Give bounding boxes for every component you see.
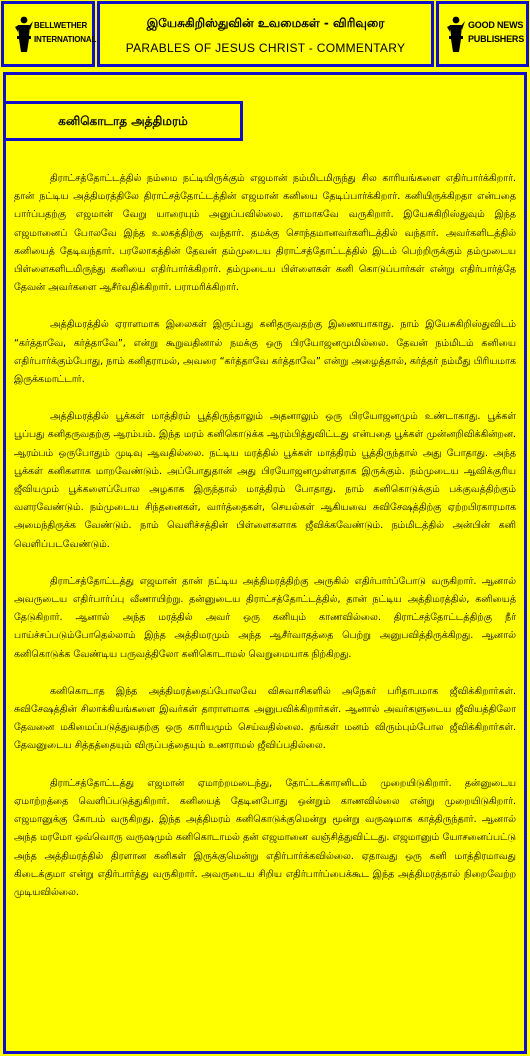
page-header bbox=[0, 0, 530, 67]
section-title-box bbox=[3, 101, 243, 141]
man-at-pulpit-icon bbox=[14, 16, 34, 54]
paragraph: அத்திமரத்தில் பூக்கள் மாத்திரம் பூத்திருந்தாலும் அதனாலும் ஒரு பிரயோஜனமும் உண்டாகாது. பூக்கள் பூப்பது கனிதருவதற்கு ஆரம்பம். இந்த மரம் கனிகொடுக்க ஆரம்பித்துவிட்டது என்பதை பூக்கள் முன்னறிவிக்கின்றன. ஆரம்பம் ஒருபோதும் முடிவு ஆவதில்லை. நட்டிய மரத்தில் பூக்கள் மாத்திரம் பூத்திருந்தால் அது போதாது. அந்த பூக்கள் கனிகளாக மாறவேண்டும். அப்போதுதான் அது பிரயோஜனமுள்ளதாக இருக்கும். நம்முடைய ஆவிக்குரிய ஜீவியமும் பூக்களைப்போல அழகாக இருந்தால் மாத்திரம் போதாது. நாம் கனிகொடுக்கும் பக்குவத்திற்கும் வளரவேண்டும். நம்முடைய சிந்தனைகள், வார்த்தைகள், செயல்கள் ஆகியவை சுவிசேஷத்திற்கு ஏற்றபிரகாரமாக அமைந்திருக்க வேண்டும். நாம் வெளிச்சத்தின் பிள்ளைகளாக ஜீவிக்கவேண்டும். நம்மிடத்தில் அன்பின் கனி வெளிப்படவேண்டும். bbox=[14, 411, 516, 550]
good-news-publishers-logo[interactable] bbox=[436, 1, 529, 67]
article-body bbox=[14, 170, 516, 921]
header-title-box bbox=[97, 1, 434, 67]
man-at-pulpit-icon bbox=[446, 16, 466, 54]
logo-right-line1: GOOD NEWS bbox=[468, 20, 524, 30]
logo-left-line1: BELLWETHER bbox=[34, 21, 88, 30]
header-title-tamil: இயேசுகிறிஸ்துவின் உவமைகள் - விரிவுரை bbox=[146, 16, 385, 30]
bellwether-logo[interactable] bbox=[1, 1, 95, 67]
paragraph: திராட்சத்தோட்டத்து எஜமான் தான் நட்டிய அத்திமரத்திற்கு அருகில் எதிர்பார்ப்போடு வருகிறார். ஆனால் அவருடைய எதிர்பார்ப்பு வீணாயிற்று. தன்னுடைய திராட்சத்தோட்டத்தில், தான் நட்டிய அத்திமரத்தில், கனியைத் தேடுகிறார். ஆனால் அந்த மரத்தில் அவர் ஒரு கனியும் காணவில்லை. திராட்சத்தோட்டத்திற்கு நீர் பாய்ச்சப்படும்போதெல்லாம் இந்த அத்திமரமும் அந்த ஆசீர்வாதத்தை பெற்று அனுபவித்திருக்கிறது. ஆனால் கனிகொடுக்க வேண்டிய பருவத்திலோ கனிகொடாமல் வெறுமையாக நிற்கிறது. bbox=[14, 575, 516, 660]
logo-right-line2: PUBLISHERS bbox=[468, 34, 525, 44]
logo-left-line2: INTERNATIONAL bbox=[34, 35, 97, 44]
paragraph: திராட்சத்தோட்டத்தில் நம்மை நட்டியிருக்கும் எஜமான் நம்மிடமிருந்து சில காரியங்களை எதிர்பார்க்கிறார். தான் நட்டிய அத்திமரத்திலே திராட்சத்தோட்டத்தின் எஜமான் கனியை தேடிப்பார்க்கிறார். கனியிருக்கிறதா என்பதை பார்ப்பதற்கு எஜமான் வேறு யாரையும் அனுப்பவில்லை. தாமாகவே வருகிறார். இயேசுகிறிஸ்துவும் இந்த எஜமானைப் போலவே இந்த உலகத்திற்கு வந்தார். தமக்கு சொந்தமானவர்களிடத்தில் வந்தார். அவர்களிடத்தில் கனியைத் தேடிவந்தார். பரலோகத்தின் தேவன் தம்முடைய திராட்சத்தோட்டத்தில் இடம் பெற்றிருக்கும் தம்முடைய பிள்ளைகளிடமிருந்து கனியை எதிர்பார்க்கிறார். தம்முடைய பிள்ளைகள் கனி கொடுப்பார்கள் என்று எதிர்பார்த்தே தேவன் அவர்களை ஆசீர்வதிக்கிறார். பராமரிக்கிறார். bbox=[14, 173, 516, 294]
paragraph: அத்திமரத்தில் ஏராளமாக இலைகள் இருப்பது கனிதருவதற்கு இணையாகாது. நாம் இயேசுகிறிஸ்துவிடம் “கர்த்தாவே, கர்த்தாவே”, என்று கூறுவதினால் நமக்கு ஒரு பிரயோஜனமுமில்லை. தேவன் நம்மிடம் கனியை எதிர்பார்க்கும்போது, நாம் கனிதராமல், அவரை “கர்த்தாவே கர்த்தாவே” என்று அழைத்தால், கர்த்தர் நம்மீது பிரியமாக இருக்கமாட்டார். bbox=[14, 319, 516, 386]
section-title: கனிகொடாத அத்திமரம் bbox=[58, 114, 188, 128]
paragraph: கனிகொடாத இந்த அத்திமரத்தைப்போலவே விசுவாசிகளில் அநேகர் பரிதாபமாக ஜீவிக்கிறார்கள். சுவிசேஷத்தின் சிலாக்கியங்களை இவர்கள் தாராளமாக அனுபவிக்கிறார்கள். ஆனால் அவர்களுடைய ஜீவியத்திலோ தேவனை மகிமைப்படுத்துவதற்கு ஒரு காரியமும் செய்வதில்லை. தங்கள் மனம் விரும்பும்போல ஜீவிக்கிறார்கள். தேவனுடைய சித்தத்தையும் விருப்பத்தையும் உணராமல் ஜீவிப்பதில்லை. bbox=[14, 685, 516, 752]
paragraph: திராட்சத்தோட்டத்து எஜமான் ஏமாற்றமடைந்து, தோட்டக்காரனிடம் முறையிடுகிறார். தன்னுடைய ஏமாற்றத்தை வெளிப்படுத்துகிறார். கனியைத் தேடினபோது ஒன்றும் காணவில்லை என்று முறையிடுகிறார். எஜமானுக்கு கோபம் வருகிறது. இந்த அத்திமரம் கனிகொடுக்குமென்று மூன்று வருஷமாக காத்திருந்தார். ஆனால் அந்த மரமோ ஒவ்வொரு வருஷமும் கனிகொடாமல் தன் எஜமானை வஞ்சித்துவிட்டது. எஜமானும் யோசனைப்பட்டு அந்த அத்திமரத்தில் திரளான கனிகள் இருக்குமென்று எதிர்பார்க்கவில்லை. ஏதாவது ஒரு கனி மாத்திரமாவது கிடைக்குமா என்று எதிர்பார்த்து வருகிறார். அவருடைய சிறிய எதிர்பார்ப்பைக்கூட இந்த அத்திமரத்தால் நிறைவேற்ற முடியவில்லை. bbox=[14, 777, 516, 898]
header-title-english: PARABLES OF JESUS CHRIST - COMMENTARY bbox=[125, 41, 406, 55]
